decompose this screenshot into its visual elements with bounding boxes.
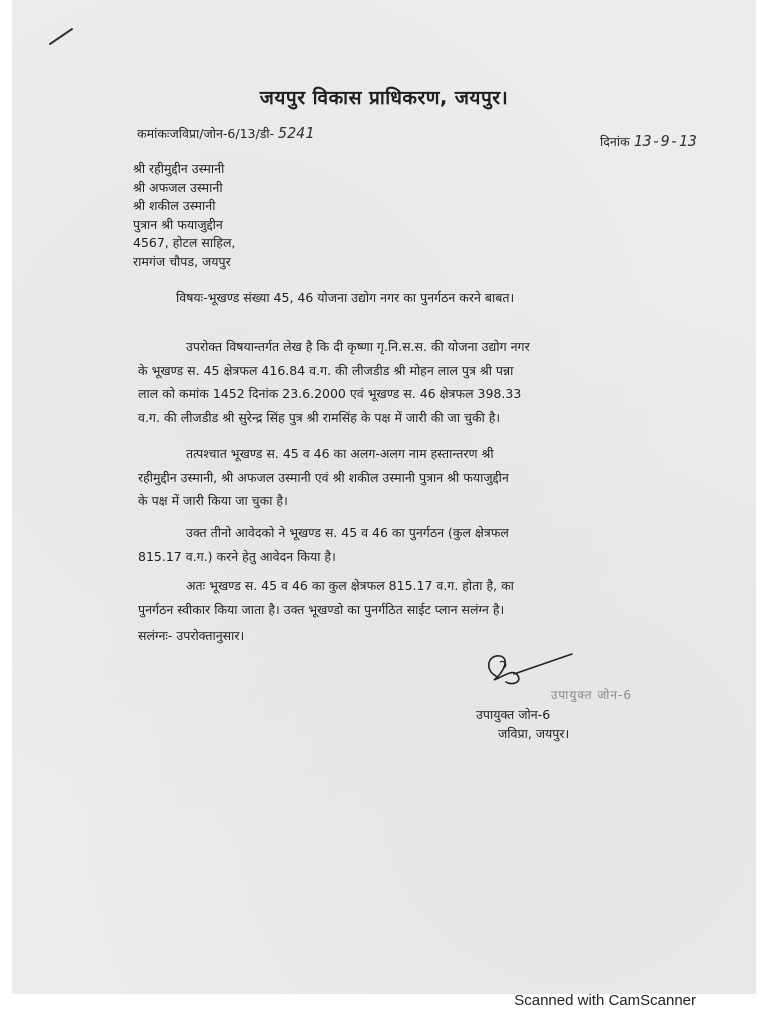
pen-stroke-mark [48,26,74,46]
addressee-line: श्री रहीमुद्दीन उस्मानी [133,161,225,176]
addressee-line: रामगंज चौपड, जयपुर [133,253,231,269]
addressee-line: 4567, होटल साहिल, [133,235,236,250]
signatory-stamp [462,686,632,743]
office-heading: जयपुर विकास प्राधिकरण, जयपुर। [259,87,509,109]
stamp-faded-impression: उपायुक्त जोन-6 [550,688,632,702]
reference-handwritten-number: 5241 [278,124,315,142]
paragraph-line: उक्त तीनो आवेदको ने भूखण्ड स. 45 व 46 का पुनर्गठन (कुल क्षेत्रफल [186,525,509,540]
reference-number [137,124,314,143]
body-paragraph-1 [138,335,530,429]
letter-date [600,132,697,151]
paragraph-line: के पक्ष में जारी किया जा चुका है। [138,493,288,508]
paragraph-line: अतः भूखण्ड स. 45 व 46 का कुल क्षेत्रफल 815.17 व.ग. होता है, का [186,578,514,593]
addressee-block [133,160,235,271]
camscanner-watermark: Scanned with CamScanner [514,992,696,1009]
paragraph-line: पुनर्गठन स्वीकार किया जाता है। उक्त भूखण्डो का पुनर्गठित साईट प्लान सलंग्न है। [138,601,505,617]
signatory-office: जविप्रा, जयपुर। [498,726,570,741]
paragraph-line: के भूखण्ड स. 45 क्षेत्रफल 416.84 व.ग. की लीजडीड श्री मोहन लाल पुत्र श्री पन्ना [138,362,514,378]
body-paragraph-4 [138,574,514,621]
signatory-designation: उपायुक्त जोन-6 [476,707,551,722]
enclosure-line: सलंग्नः- उपरोक्तानुसार। [138,628,245,643]
paragraph-line: उपरोक्त विषयान्तर्गत लेख है कि दी कृष्णा गृ.नि.स.स. की योजना उद्योग नगर [186,339,530,354]
addressee-line: पुत्रान श्री फयाजुद्दीन [133,216,223,232]
addressee-line: श्री शकील उस्मानी [133,198,216,213]
paragraph-line: व.ग. की लीजडीड श्री सुरेन्द्र सिंह पुत्र श्री रामसिंह के पक्ष में जारी की जा चुकी है। [138,409,501,425]
date-label: दिनांक [600,134,630,149]
date-handwritten-value: 13-9-13 [633,132,697,150]
addressee-line: श्री अफजल उस्मानी [133,179,223,195]
body-paragraph-3 [138,521,509,568]
paragraph-line: तत्पश्चात भूखण्ड स. 45 व 46 का अलग-अलग नाम हस्तान्तरण श्री [186,446,494,461]
body-paragraph-2 [138,442,509,513]
paragraph-line: रहीमुद्दीन उस्मानी, श्री अफजल उस्मानी एवं श्री शकील उस्मानी पुत्रान श्री फयाजुद्दीन [138,469,509,485]
reference-prefix: कमांकःजविप्रा/जोन-6/13/डी- [137,126,275,141]
subject-line: विषयः-भूखण्ड संख्या 45, 46 योजना उद्योग नगर का पुनर्गठन करने बाबत। [176,290,515,305]
paragraph-line: 815.17 व.ग.) करने हेतु आवेदन किया है। [138,548,336,564]
paragraph-line: लाल को कमांक 1452 दिनांक 23.6.2000 एवं भूखण्ड स. 46 क्षेत्रफल 398.33 [138,386,522,401]
scanned-letter-page [12,0,756,994]
